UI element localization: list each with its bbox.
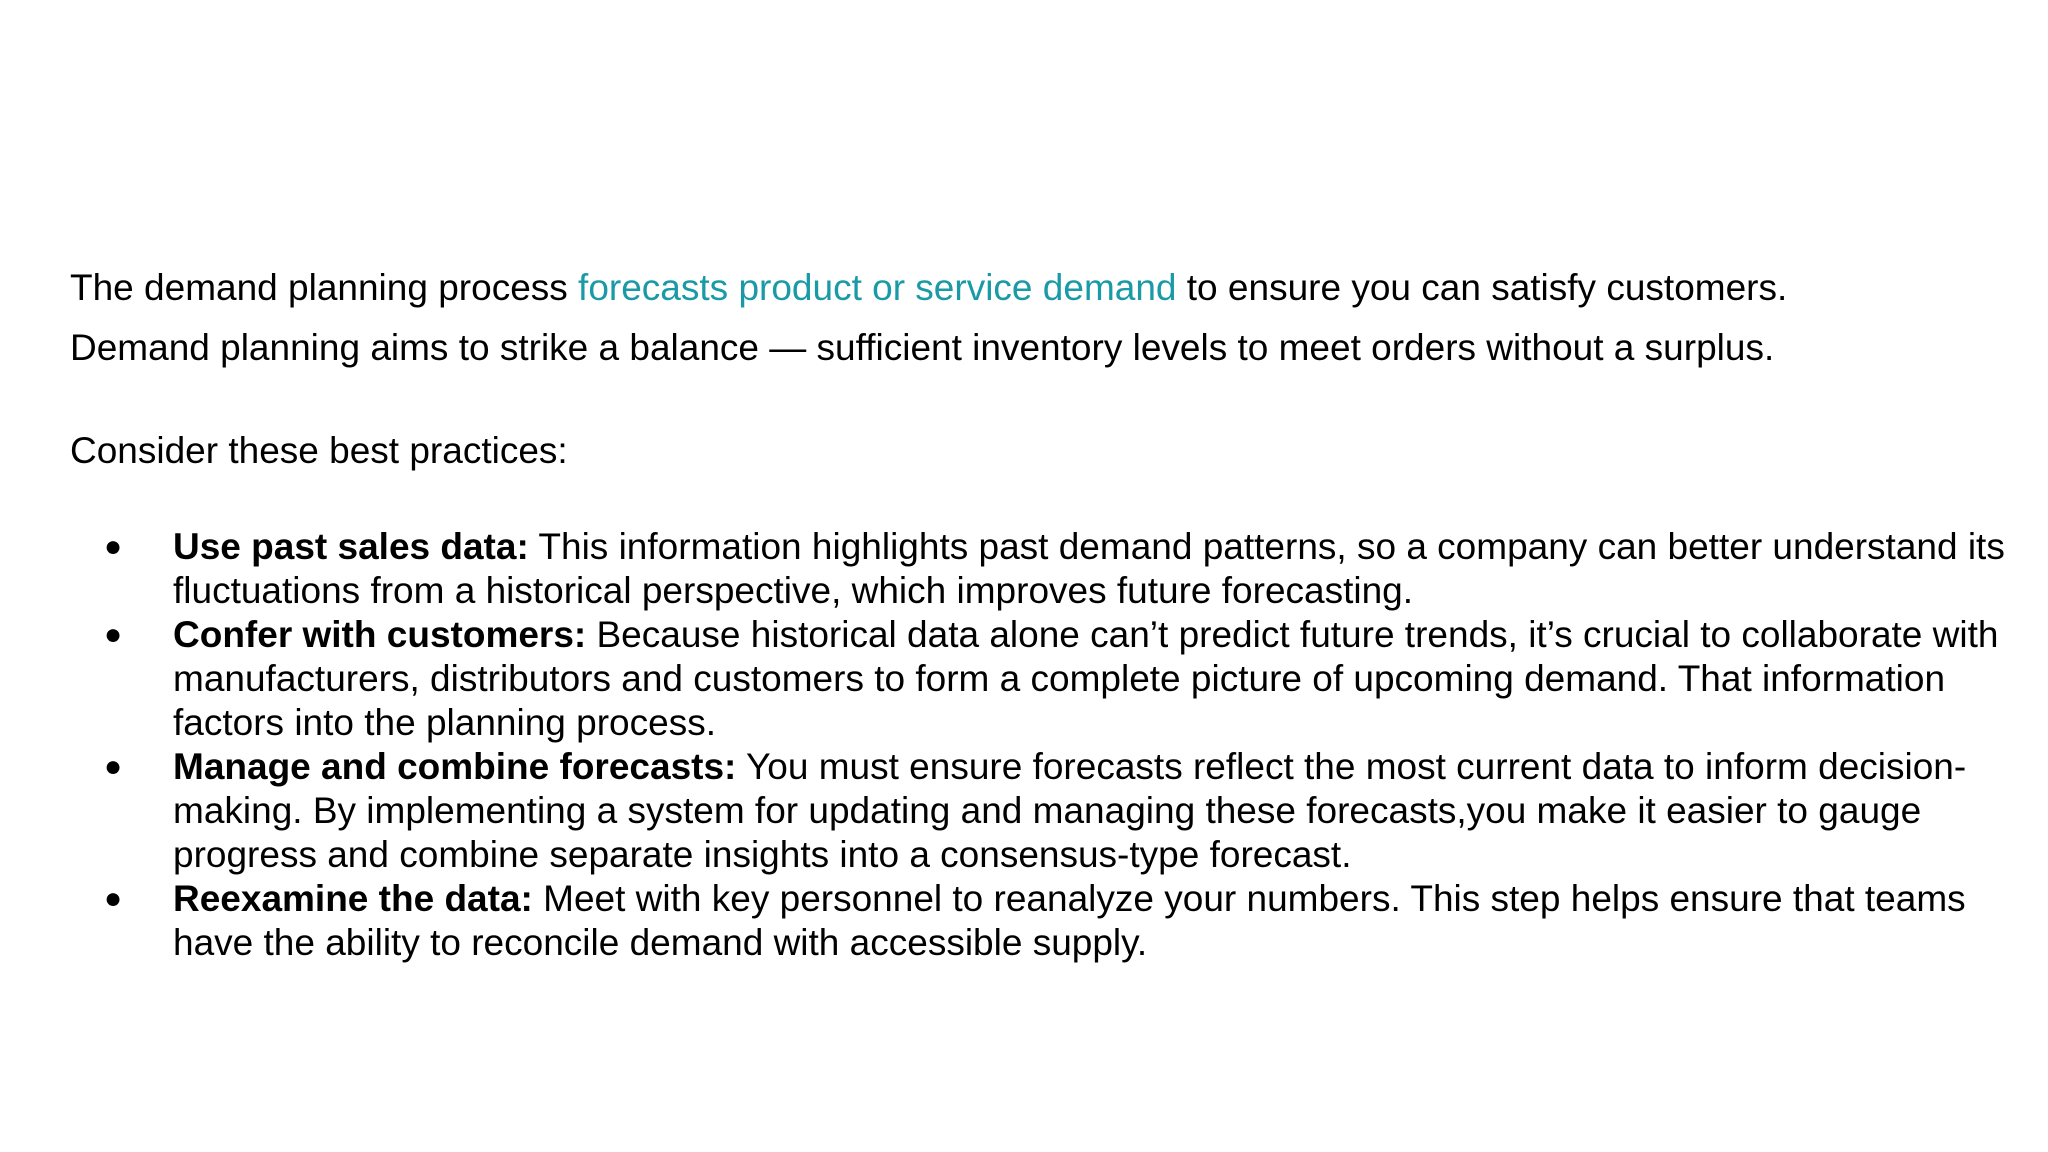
consider-heading: Consider these best practices:	[70, 430, 568, 471]
practice-title: Manage and combine forecasts:	[173, 746, 737, 787]
practice-text: Because historical data alone can’t predict future trends, it’s crucial to collaborate with manufacturers, distributors and customers to form a complete picture of upcoming demand. That information factors into the planning process.	[173, 614, 1999, 743]
best-practices-list	[70, 525, 2005, 965]
list-item-confer-customers	[70, 613, 2013, 745]
practice-title: Reexamine the data:	[173, 878, 533, 919]
intro-line-1	[70, 258, 1990, 318]
practice-text: This information highlights past demand patterns, so a company can better understand its fluctuations from a historical perspective, which improves future forecasting.	[173, 526, 2005, 611]
practice-text: Meet with key personnel to reanalyze your numbers. This step helps ensure that teams have the ability to reconcile demand with accessible supply.	[173, 878, 1966, 963]
bullet-icon: ●	[104, 750, 123, 783]
practice-title: Use past sales data:	[173, 526, 529, 567]
bullet-icon: ●	[104, 530, 123, 563]
document-body	[70, 258, 2005, 965]
intro-line-1-after: to ensure you can satisfy customers.	[1176, 267, 1788, 308]
practice-title: Confer with customers:	[173, 614, 587, 655]
list-item-reexamine-data	[70, 877, 2013, 965]
intro-line-1-before: The demand planning process	[70, 267, 579, 308]
list-item-past-sales	[70, 525, 2013, 613]
practice-text: You must ensure forecasts reflect the most current data to inform decision-making. By implementing a system for updating and managing these forecasts,you make it easier to gauge progress and combine separate insights into a consensus-type forecast.	[173, 746, 1967, 875]
bullet-icon: ●	[104, 618, 123, 651]
list-item-manage-forecasts	[70, 745, 2013, 877]
demand-forecast-link[interactable]: forecasts product or service demand	[578, 267, 1177, 308]
bullet-icon: ●	[104, 882, 123, 915]
intro-paragraph	[70, 258, 1990, 378]
intro-line-2: Demand planning aims to strike a balance — sufficient inventory levels to meet orders without a surplus.	[70, 327, 1775, 368]
